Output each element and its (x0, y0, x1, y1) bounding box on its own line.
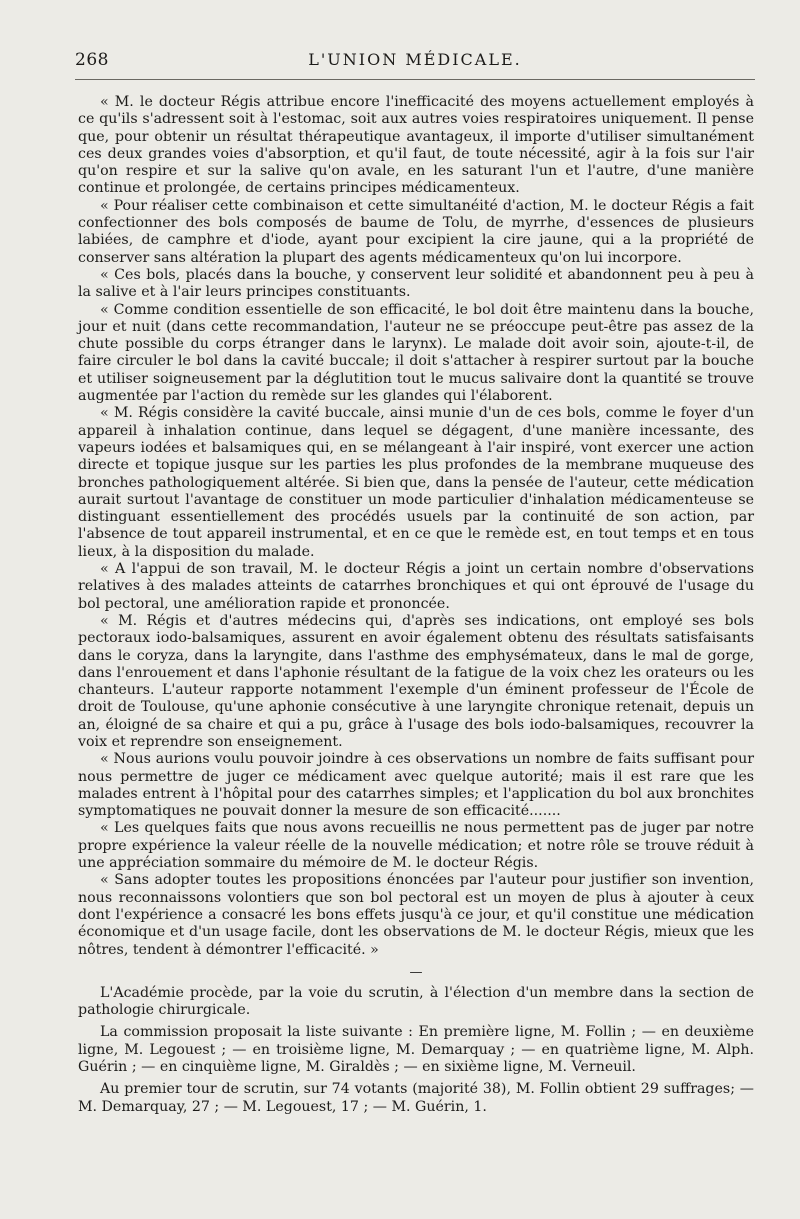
paragraph: « M. Régis et d'autres médecins qui, d'après ses indications, ont employé ses bols pectoraux iodo-balsamiques, assurent en avoir également obtenu des résultats satisfaisants dans le coryza, dans la laryngite, dans l'asthme des emphysémateux, dans le mal de gorge, dans l'enrouement et dans l'aphonie résultant de la fatigue de la voix chez les orateurs ou les chanteurs. L'auteur rapporte notamment l'exemple d'un éminent professeur de l'École de droit de Toulouse, qu'une aphonie consécutive à une laryngite chronique retenait, depuis un an, éloigné de sa chaire et qui a pu, grâce à l'usage des bols iodo-balsamiques, recouvrer la voix et reprendre son enseignement. (78, 612, 754, 750)
paragraph: L'Académie procède, par la voie du scrutin, à l'élection d'un membre dans la section de pathologie chirurgicale. (78, 984, 754, 1019)
header-rule (75, 79, 755, 80)
paragraph: « Sans adopter toutes les propositions énoncées par l'auteur pour justifier son invention, nous reconnaissons volontiers que son bol pectoral est un moyen de plus à ajouter à ceux dont l'expérience a consacré les bons effets jusqu'à ce jour, et qu'il constitue une médication économique et d'un usage facile, dont les observations de M. le docteur Régis, mieux que les nôtres, tendent à démontrer l'efficacité. » (78, 872, 754, 958)
paragraph: Au premier tour de scrutin, sur 74 votants (majorité 38), M. Follin obtient 29 suffrages; — M. Demarquay, 27 ; — M. Legouest, 17 ; — M. Guérin, 1. (78, 1081, 754, 1115)
paragraph: La commission proposait la liste suivante : En première ligne, M. Follin ; — en deuxième ligne, M. Legouest ; — en troisième ligne, M. Demarquay ; — en quatrième ligne, M. Alph. Guérin ; — en cinquième ligne, M. Giraldès ; — en sixième ligne, M. Verneuil. (78, 1024, 754, 1076)
paragraph: « Pour réaliser cette combinaison et cette simultanéité d'action, M. le docteur Régis a fait confectionner des bols composés de baume de Tolu, de myrrhe, d'essences de plusieurs labiées, de camphre et d'iode, ayant pour excipient la cire jaune, qui a la propriété de conserver sans altération la plupart des agents médicamenteux qu'on lui incorpore. (78, 197, 754, 266)
article-body (78, 94, 754, 1116)
running-title: L'UNION MÉDICALE. (308, 50, 522, 69)
paragraph: « Comme condition essentielle de son efficacité, le bol doit être maintenu dans la bouche, jour et nuit (dans cette recommandation, l'auteur ne se préoccupe peut-être pas assez de la chute possible du corps étranger dans le larynx). Le malade doit avoir soin, ajoute-t-il, de faire circuler le bol dans la cavité buccale; il doit s'attacher à respirer surtout par la bouche et utiliser soigneusement par la déglutition tout le mucus salivaire dont la quantité se trouve augmentée par l'action du remède sur les glandes qui l'élaborent. (78, 301, 754, 405)
paragraph: « Ces bols, placés dans la bouche, y conservent leur solidité et abandonnent peu à peu à la salive et à l'air leurs principes constituants. (78, 266, 754, 301)
paragraph: « M. Régis considère la cavité buccale, ainsi munie d'un de ces bols, comme le foyer d'un appareil à inhalation continue, dans lequel se dégagent, d'une manière incessante, des vapeurs iodées et balsamiques qui, en se mélangeant à l'air inspiré, vont exercer une action directe et topique jusque sur les parties les plus profondes de la membrane muqueuse des bronches pathologiquement altérée. Si bien que, dans la pensée de l'auteur, cette médication aurait surtout l'avantage de constituer un mode particulier d'inhalation médicamenteuse se distinguant essentiellement des procédés usuels par la continuité de son action, par l'absence de tout appareil instrumental, et en ce que le remède est, en tout temps et en tous lieux, à la disposition du malade. (78, 405, 754, 560)
paragraph: « Nous aurions voulu pouvoir joindre à ces observations un nombre de faits suffisant pour nous permettre de juger ce médicament avec quelque autorité; mais il est rare que les malades entrent à l'hôpital pour des catarrhes simples; et l'application du bol aux bronchites symptomatiques ne pouvait donner la mesure de son efficacité....... (78, 751, 754, 820)
paragraph: « Les quelques faits que nous avons recueillis ne nous permettent pas de juger par notre propre expérience la valeur réelle de la nouvelle médication; et notre rôle se trouve réduit à une appréciation sommaire du mémoire de M. le docteur Régis. (78, 820, 754, 872)
page-number: 268 (75, 50, 109, 70)
page-header (75, 50, 755, 74)
section-separator: — (409, 964, 423, 980)
paragraph: « M. le docteur Régis attribue encore l'inefficacité des moyens actuellement employés à ce qu'ils s'adressent soit à l'estomac, soit aux autres voies respiratoires uniquement. Il pense que, pour obtenir un résultat thérapeutique avantageux, il importe d'utiliser simultanément ces deux grandes voies d'absorption, et qu'il faut, de toute nécessité, agir à la fois sur l'air qu'on respire et sur la salive qu'on avale, en les saturant l'un et l'autre, d'une manière continue et prolongée, de certains principes médicamenteux. (78, 94, 754, 197)
paragraph: « A l'appui de son travail, M. le docteur Régis a joint un certain nombre d'observations relatives à des malades atteints de catarrhes bronchiques et qui ont éprouvé de l'usage du bol pectoral, une amélioration rapide et prononcée. (78, 561, 754, 612)
